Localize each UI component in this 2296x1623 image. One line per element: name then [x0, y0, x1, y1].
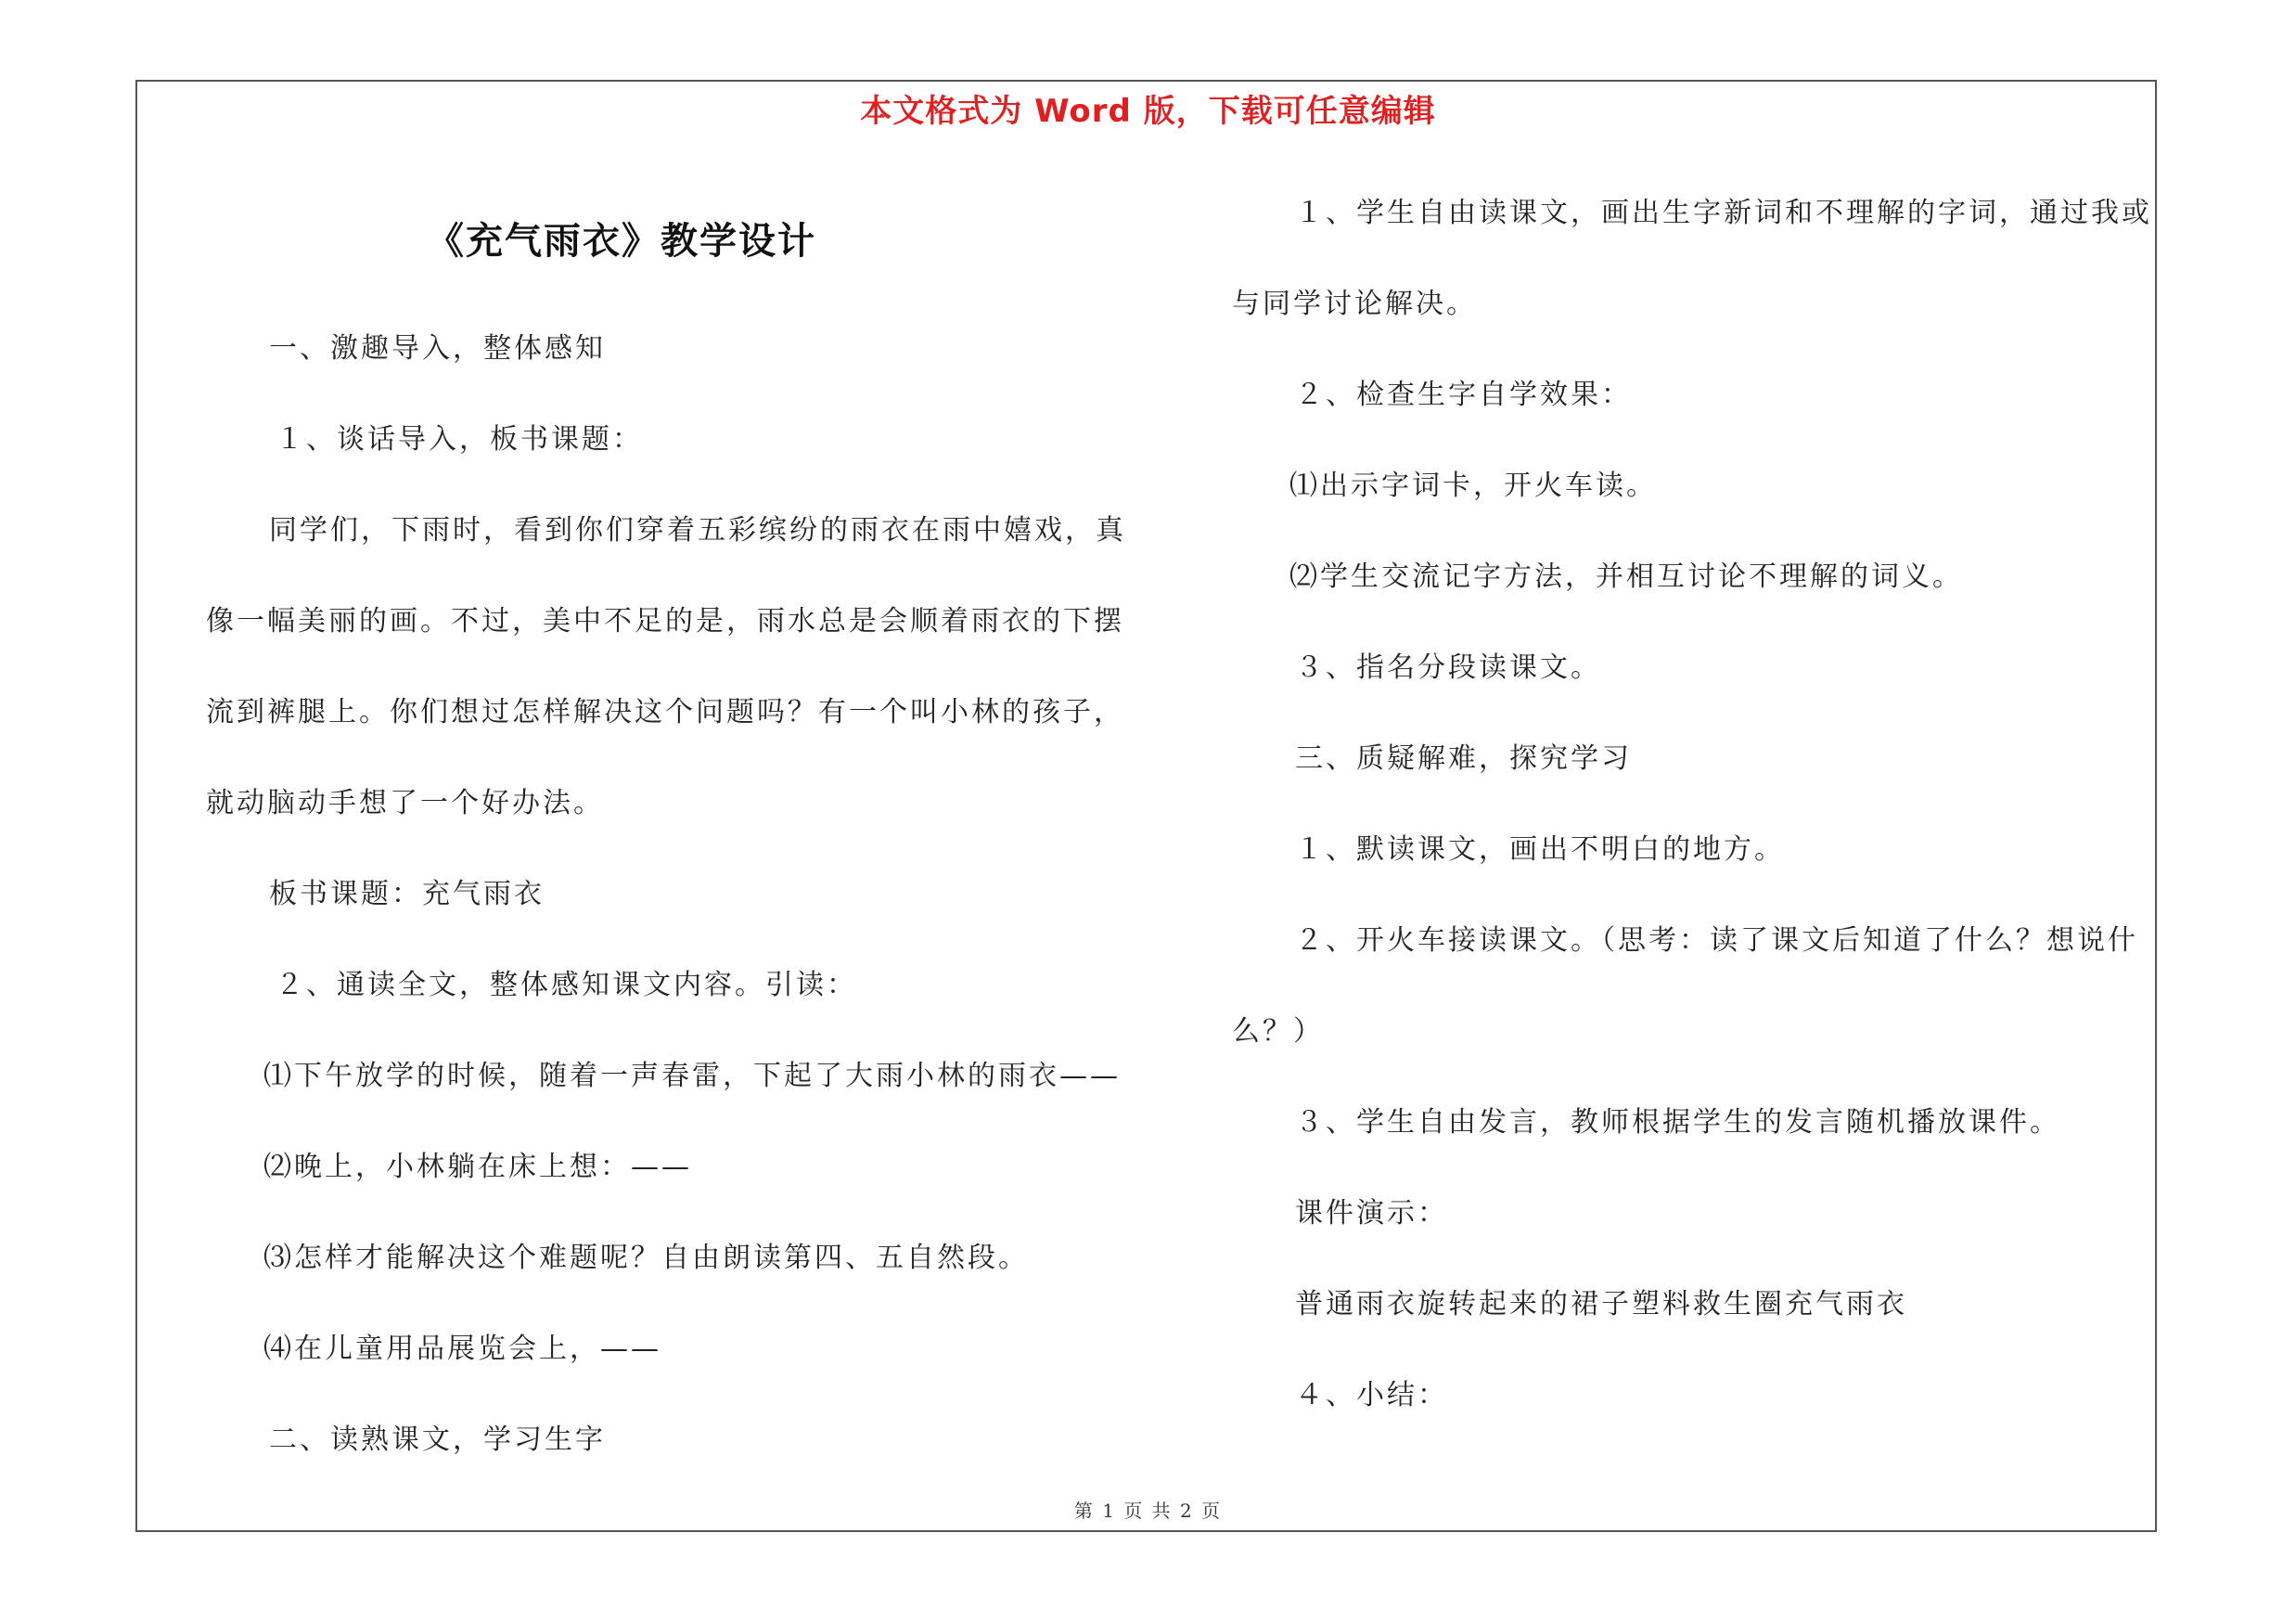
format-banner: 本文格式为 Word 版，下载可任意编辑 — [860, 93, 1436, 130]
list-item: ⑵晚上，小林躺在床上想：—— — [263, 1151, 692, 1183]
paragraph-line: 就动脑动手想了一个好办法。 — [206, 787, 604, 819]
list-item: ⑵学生交流记字方法，并相互讨论不理解的词义。 — [1289, 560, 1963, 593]
paragraph-line: ４、小结： — [1295, 1379, 1448, 1411]
document-title: 《充气雨衣》教学设计 — [427, 220, 816, 263]
paragraph-line: １、默读课文，画出不明白的地方。 — [1295, 833, 1785, 866]
paragraph-line: 么？） — [1232, 1015, 1324, 1048]
section-heading-3: 三、质疑解难，探究学习 — [1295, 742, 1632, 775]
page-number: 第 1 页 共 2 页 — [1073, 1500, 1223, 1522]
paragraph-line: 课件演示： — [1295, 1197, 1448, 1230]
paragraph-line: １、学生自由读课文，画出生字新词和不理解的字词，通过我或 — [1295, 197, 2152, 229]
list-item: ⑷在儿童用品展览会上，—— — [263, 1333, 661, 1365]
list-item: ⑴下午放学的时候，随着一声春雷，下起了大雨小林的雨衣—— — [263, 1060, 1121, 1092]
paragraph-line: 普通雨衣旋转起来的裙子塑料救生圈充气雨衣 — [1295, 1288, 1907, 1320]
paragraph-line: 同学们，下雨时，看到你们穿着五彩缤纷的雨衣在雨中嬉戏，真 — [269, 514, 1126, 547]
paragraph-line: 像一幅美丽的画。不过，美中不足的是，雨水总是会顺着雨衣的下摆 — [206, 605, 1124, 638]
paragraph-line: ２、开火车接读课文。（思考：读了课文后知道了什么？想说什 — [1295, 924, 2138, 957]
paragraph-line: ３、学生自由发言，教师根据学生的发言随机播放课件。 — [1295, 1106, 2060, 1139]
section-heading-2: 二、读熟课文，学习生字 — [269, 1423, 606, 1456]
paragraph-line: ２、检查生字自学效果： — [1295, 379, 1632, 411]
paragraph-line: 与同学讨论解决。 — [1232, 288, 1477, 320]
paragraph-line: １、谈话导入，板书课题： — [276, 423, 643, 456]
list-item: ⑶怎样才能解决这个难题呢？自由朗读第四、五自然段。 — [263, 1242, 1029, 1274]
list-item: ⑴出示字词卡，开火车读。 — [1289, 470, 1657, 502]
paragraph-line: ３、指名分段读课文。 — [1295, 651, 1601, 684]
section-heading-1: 一、激趣导入，整体感知 — [269, 332, 606, 365]
paragraph-line: ２、通读全文，整体感知课文内容。引读： — [276, 969, 857, 1001]
paragraph-line: 流到裤腿上。你们想过怎样解决这个问题吗？有一个叫小林的孩子， — [206, 696, 1124, 728]
paragraph-line: 板书课题：充气雨衣 — [269, 878, 545, 910]
